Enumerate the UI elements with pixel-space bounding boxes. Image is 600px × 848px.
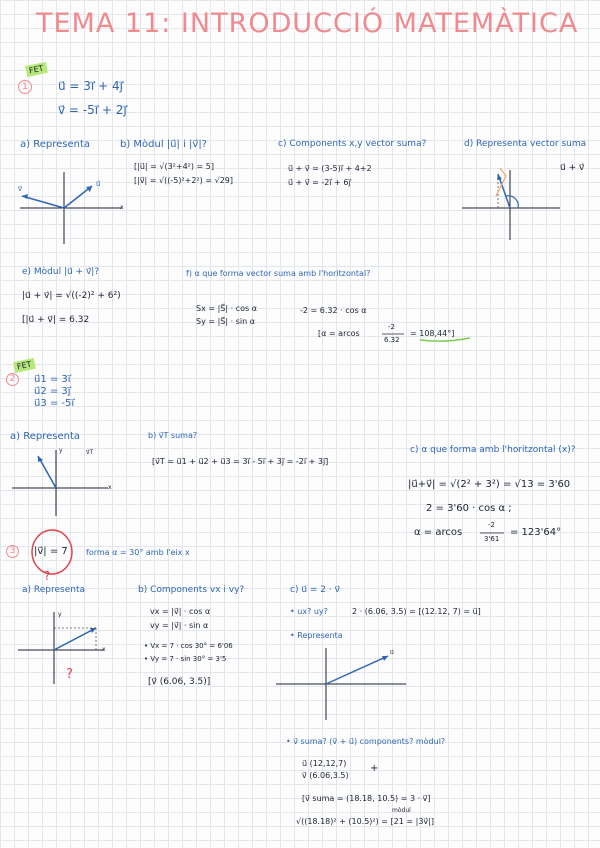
vector-u-result: 2 · (6.06, 3.5) = [(12.12, 7) = u⃗] bbox=[352, 607, 481, 616]
angle-fraction-den: 3'61 bbox=[484, 535, 500, 543]
angle-fraction-num: -2 bbox=[388, 323, 395, 331]
part-c-heading: c) u⃗ = 2 · v⃗ bbox=[290, 585, 340, 595]
component-vy: vy = |v⃗| · sin α bbox=[150, 621, 209, 630]
modulus-u: [|u⃗| = √(3²+4²) = 5] bbox=[134, 162, 215, 171]
question-mark: ? bbox=[66, 667, 73, 682]
part-a-heading: a) Representa bbox=[22, 585, 85, 595]
graph-y-label: y bbox=[58, 611, 62, 618]
angle-result-end: = 123'64° bbox=[510, 527, 562, 538]
vector-u-definition: u⃗ = 3i⃗ + 4j⃗ bbox=[58, 79, 123, 93]
sum-components-1: u⃗ + v⃗ = (3-5)i⃗ + 4+2 bbox=[288, 164, 372, 173]
angle-statement: forma α = 30° amb l'eix x bbox=[86, 548, 190, 557]
vector-v-definition: v⃗ = -5i⃗ + 2j⃗ bbox=[58, 103, 127, 117]
graph-y-label: y bbox=[59, 447, 63, 454]
angle-fraction-num: -2 bbox=[488, 521, 495, 529]
sum-components-2: u⃗ + v⃗ = -2i⃗ + 6j⃗ bbox=[288, 178, 351, 187]
vector-u3: u⃗3 = -5i⃗ bbox=[34, 398, 75, 409]
ux-uy-question: • ux? uy? bbox=[290, 607, 328, 616]
graph-u-label: u⃗ bbox=[390, 649, 394, 656]
modulus-v: [|v⃗| = √((-5)²+2²) = √29] bbox=[134, 176, 233, 185]
graph-v-label: v⃗ bbox=[18, 185, 23, 193]
cos-equation: -2 = 6.32 · cos α bbox=[300, 306, 367, 315]
part-b-heading: b) Mòdul |u⃗| i |v⃗|? bbox=[120, 139, 207, 150]
vy-value: • Vy = 7 · sin 30° = 3'5 bbox=[144, 655, 227, 663]
sum-label: u⃗ + v⃗ bbox=[560, 163, 585, 173]
graph-u-label: u⃗ bbox=[96, 180, 101, 188]
vector-modulus: |v⃗| = 7 bbox=[34, 546, 68, 557]
system-sx: Sx = |S⃗| · cos α bbox=[196, 304, 257, 313]
exercise-number-1: 1 bbox=[18, 80, 32, 94]
exercise-number-3: 3 bbox=[6, 545, 19, 558]
cos-equation: 2 = 3'60 · cos α ; bbox=[426, 503, 512, 514]
vx-value: • Vx = 7 · cos 30° = 6'06 bbox=[144, 642, 233, 650]
graph-x-label: x bbox=[108, 484, 112, 491]
done-badge: FET bbox=[13, 358, 35, 373]
sum-vector-result: [v⃗ suma = (18.18, 10.5) = 3 · v⃗] bbox=[302, 794, 431, 803]
graph-vt-label: v⃗T bbox=[86, 449, 94, 456]
part-a-heading: a) Representa bbox=[20, 139, 90, 150]
representa-label: • Representa bbox=[290, 631, 343, 640]
exercise-number-2: 2 bbox=[6, 373, 19, 386]
part-b-heading: b) v⃗T suma? bbox=[148, 431, 198, 440]
part-b-heading: b) Components vx i vy? bbox=[138, 585, 245, 595]
angle-result-start: [α = arcos bbox=[318, 329, 360, 338]
vector-u1: u⃗1 = 3i⃗ bbox=[34, 374, 71, 385]
page-title: TEMA 11: INTRODUCCIÓ MATEMÀTICA bbox=[36, 8, 579, 39]
vector-u-coords: u⃗ (12,12,7) bbox=[302, 759, 347, 768]
vector-u2: u⃗2 = 3j⃗ bbox=[34, 386, 71, 397]
modulus-note: mòdul bbox=[392, 807, 411, 814]
part-e-heading: e) Mòdul |u⃗ + v⃗|? bbox=[22, 267, 100, 277]
system-sy: Sy = |S⃗| · sin α bbox=[196, 317, 255, 326]
vector-v-result: [v⃗ (6.06, 3.5)] bbox=[148, 677, 211, 687]
done-badge: FET bbox=[25, 62, 47, 77]
graph-x-label: x bbox=[102, 646, 106, 653]
vector-v-coords: v⃗ (6.06,3.5) bbox=[302, 771, 349, 780]
modulus-sum-1: |u⃗ + v⃗| = √((-2)² + 6²) bbox=[22, 291, 121, 301]
part-f-heading: f) α que forma vector suma amb l'horitzontal? bbox=[186, 269, 371, 278]
angle-result-start: α = arcos bbox=[414, 527, 463, 538]
part-c-heading: c) α que forma amb l'horitzontal (x)? bbox=[410, 445, 576, 455]
question-mark: ? bbox=[44, 569, 51, 583]
part-a-heading: a) Representa bbox=[10, 431, 80, 442]
part-d-heading: d) Representa vector suma bbox=[464, 139, 587, 149]
part-c-heading: c) Components x,y vector suma? bbox=[278, 139, 427, 149]
plus-sign: + bbox=[370, 763, 379, 774]
angle-fraction-den: 6.32 bbox=[384, 336, 400, 344]
modulus-sum-2: [|u⃗ + v⃗| = 6.32 bbox=[22, 315, 90, 325]
modulus-calc: |u⃗+v⃗| = √(2² + 3²) = √13 = 3'60 bbox=[408, 479, 571, 490]
component-vx: vx = |v⃗| · cos α bbox=[150, 607, 211, 616]
sum-modulus-result: √((18.18)² + (10.5)²) = [21 = |3v⃗|] bbox=[296, 817, 434, 826]
part-d-heading: • v⃗ suma? (v⃗ + u⃗) components? mòdul? bbox=[286, 737, 446, 746]
angle-result-end: = 108,44°] bbox=[410, 329, 455, 338]
graph-x-label: x bbox=[120, 204, 124, 211]
total-vector: [v⃗T = u⃗1 + u⃗2 + u⃗3 = 3i⃗ - 5i⃗ + 3j⃗ = -2i⃗ + 3j⃗] bbox=[152, 457, 329, 466]
